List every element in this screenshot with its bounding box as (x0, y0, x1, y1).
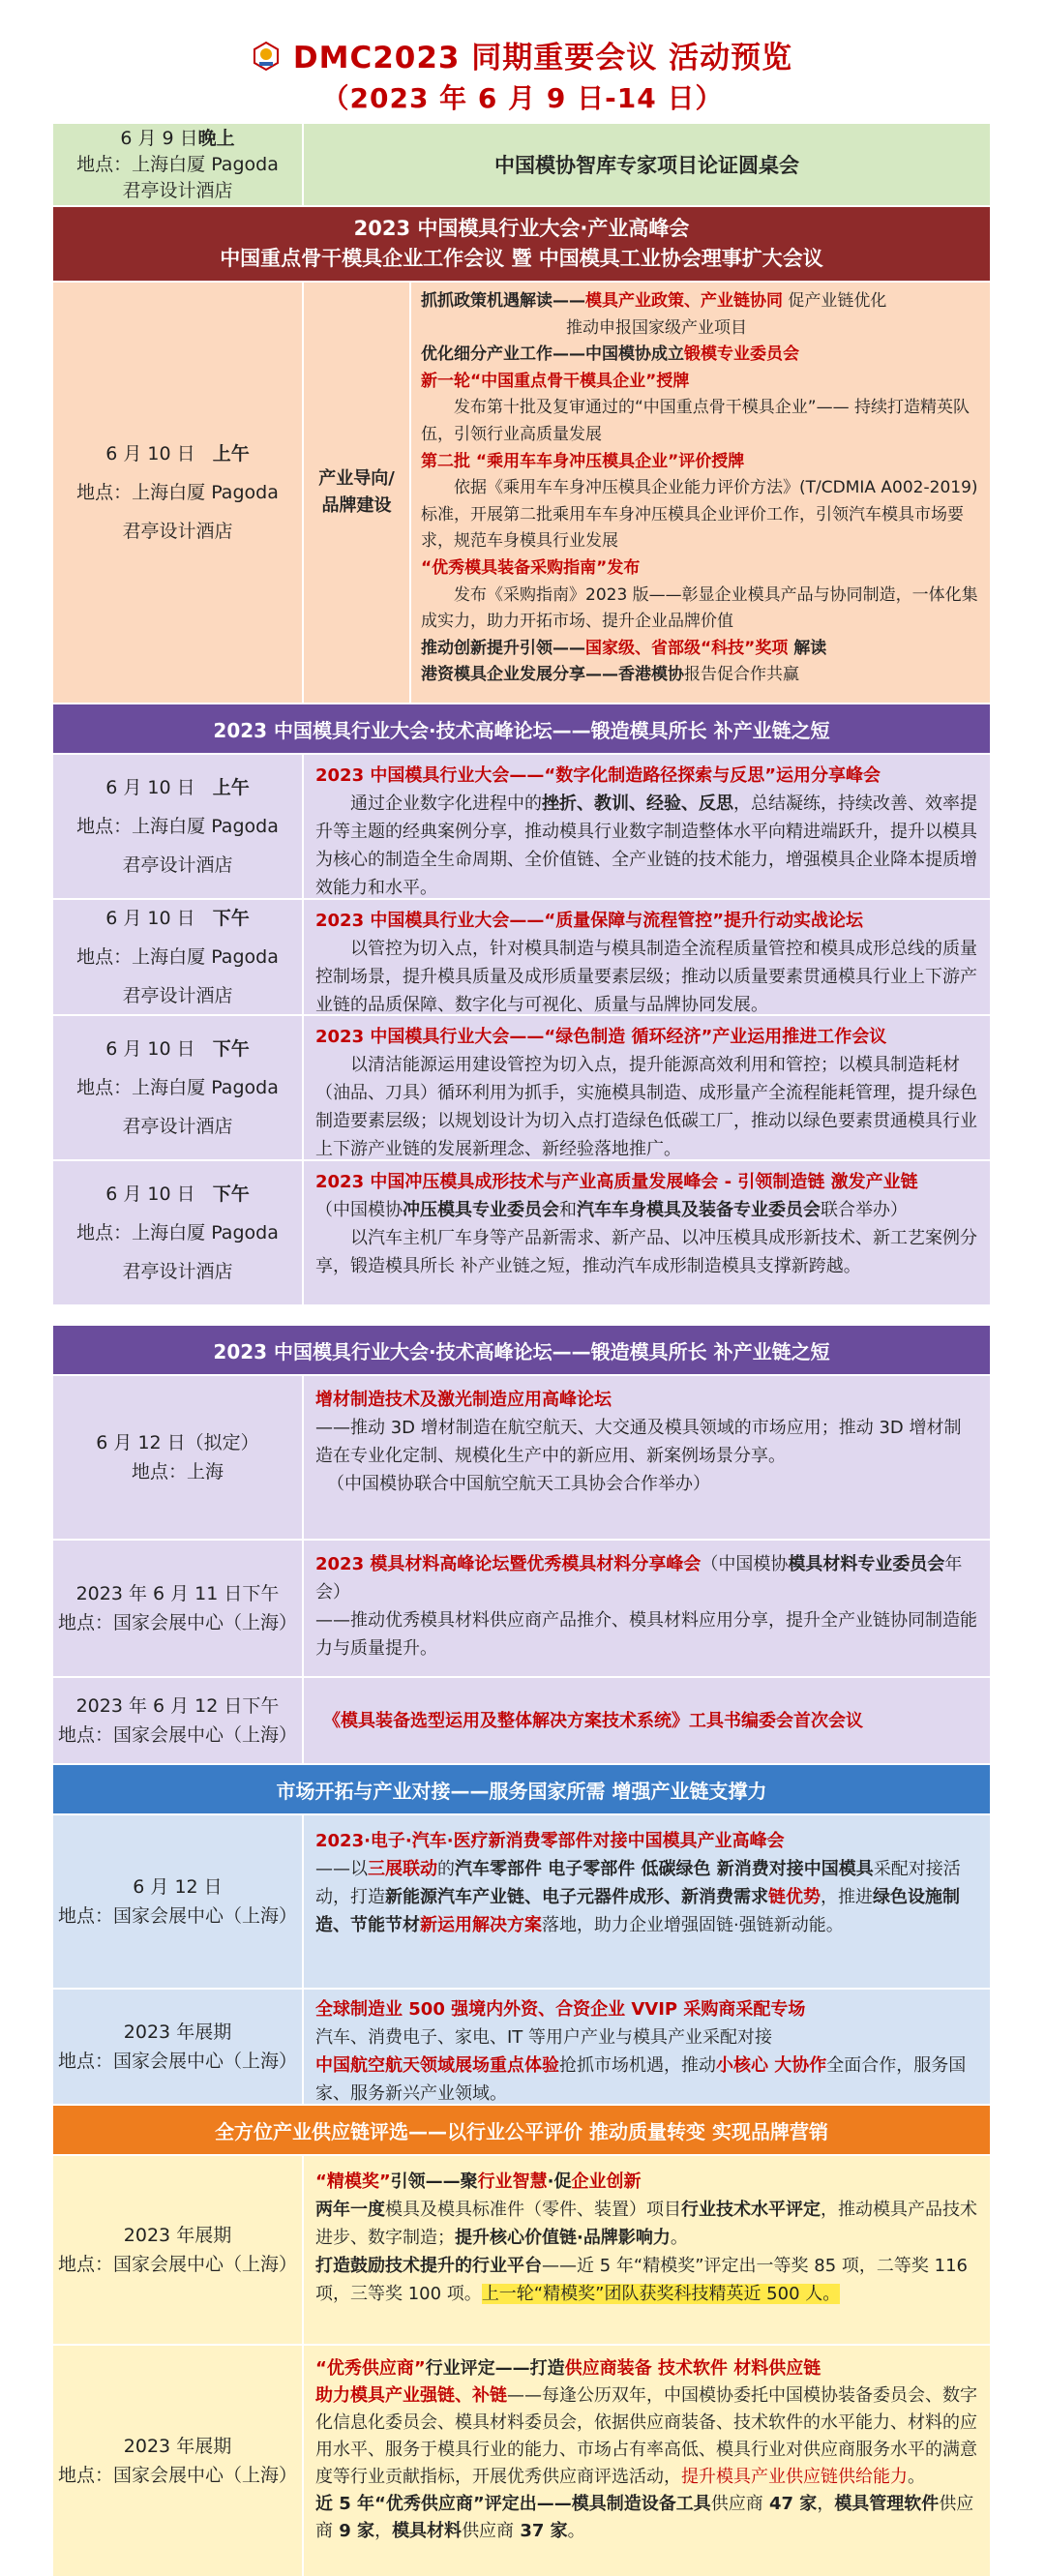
page-title-line (0, 33, 1045, 79)
die-material-title: 2023 模具材料高峰论坛暨优秀模具材料分享峰会（中国模协模具材料专业委员会年会） (315, 1554, 963, 1603)
innovation-award-item: 推动创新提升引领——国家级、省部级“科技”奖项 解读 (421, 638, 827, 658)
section-roundtable (53, 124, 990, 205)
tech-forum-a-row4-date: 6 月 10 日 下午 (105, 1183, 250, 1205)
tech-forum-b-row2-date: 2023 年 6 月 11 日下午 (75, 1583, 280, 1604)
tech-forum-a-row4-date-cell (53, 1161, 302, 1304)
market-row2-location: 地点：国家会展中心（上海） (57, 2051, 297, 2072)
vvip-procurement-title: 全球制造业 500 强境内外资、合资企业 VVIP 采购商采配专场 (315, 1999, 806, 2020)
toolbook-meeting-title: 《模具装备选型运用及整体解决方案技术系统》工具书编委会首次会议 (323, 1710, 863, 1731)
policy-item-detail: 推动申报国家级产业项目 (566, 317, 747, 338)
tech-forum-b-row3-date: 2023 年 6 月 12 日下午 (75, 1695, 280, 1717)
digital-manufacturing-title: 2023 中国模具行业大会——“数字化制造路径探索与反思”运用分享峰会 (315, 765, 881, 786)
jingmo-award-title: “精模奖”引领——聚行业智慧·促企业创新 (315, 2172, 642, 2192)
industry-summit-location-l1: 地点：上海白厦 Pagoda (76, 482, 279, 503)
tech-forum-b-row1-location: 地点：上海 (131, 1461, 224, 1483)
tech-forum-b-row3-content (304, 1678, 990, 1763)
roundtable-location-l1: 地点：上海白厦 Pagoda (76, 153, 279, 175)
supply-row2-content (304, 2346, 990, 2576)
tech-forum-a-row3-date-cell (53, 1016, 302, 1159)
roundtable-location-l2: 君亭设计酒店 (122, 179, 233, 201)
backbone-enterprise-detail: 发布第十批及复审通过的“中国重点骨干模具企业”—— 持续打造精英队伍，引领行业高质量发展 (421, 398, 970, 444)
market-row2-date-cell (53, 1990, 302, 2104)
additive-manufacturing-body: ——推动 3D 增材制造在航空航天、大交通及模具领域的市场应用；推动 3D 增材制造在专业化定制、规模化生产中的新应用、新案例场景分享。 (315, 1418, 962, 1466)
roundtable-date-cell (53, 124, 302, 205)
green-manufacturing-body: 以清洁能源运用建设管控为切入点，提升能源高效利用和管控；以模具制造耗材（油品、刀具）循环利用为抓手，实施模具制造、成形量产全流程能耗管理，提升绿色制造要素层级；以规划设计为切入点打造绿色低碳工厂，推动以绿色要素贯通模具行业上下游产业链的发展新理念、新经验落地推广。 (315, 1055, 977, 1159)
digital-manufacturing-body: 通过企业数字化进程中的挫折、教训、经验、反思，总结凝练，持续改善、效率提升等主题的经典案例分享，推动模具行业数字制造整体水平向精进端跃升，提升以模具为核心的制造全生命周期、全价值链、全产业链的技术能力，增强模具企业降本提质增效能力和水平。 (315, 794, 977, 898)
industry-summit-category-l1: 产业导向/ (318, 468, 395, 489)
excellent-supplier-title: “优秀供应商”行业评定——打造供应商装备 技术软件 材料供应链 (315, 2358, 821, 2379)
procurement-guide-detail: 发布《采购指南》2023 版——彰显企业模具产品与协同制造，一体化集成实力，助力开拓市场、提升企业品牌价值 (421, 584, 978, 632)
tech-forum-a-row4-content (304, 1161, 990, 1304)
market-row1-date: 6 月 12 日 (133, 1876, 223, 1898)
tech-forum-a-row2-content (304, 900, 990, 1014)
tech-forum-b-row2-location: 地点：国家会展中心（上海） (57, 1612, 297, 1633)
quality-control-body: 以管控为切入点，针对模具制造与模具制造全流程质量管控和模具成形总线的质量控制场景，提升模具质量及成形质量要素层级；推动以质量要素贯通模具行业上下游产业链的品质保障、数字化与可视化、质量与品牌协同发展。 (315, 939, 977, 1014)
roundtable-title-cell (304, 124, 990, 205)
section-tech-forum-a (53, 704, 990, 1304)
excellent-supplier-body: 助力模具产业强链、补链——每逢公历双年，中国模协委托中国模协装备委员会、数字化信息化委员会、模具材料委员会，依据供应商装备、技术软件的水平能力、材料的应用水平、服务于模具行业的能力、市场占有率高低、模具行业对供应商服务水平的满意度等行业贡献指标，开展优秀供应商评选活动，提升模具产业供应链供给能力。 (315, 2385, 977, 2487)
tech-forum-a-row2-date-cell (53, 900, 302, 1014)
industry-summit-band-l1: 2023 中国模具行业大会·产业高峰会 (353, 217, 690, 240)
die-material-body: ——推动优秀模具材料供应商产品推介、模具材料应用分享，提升全产业链协同制造能力与质量提升。 (315, 1610, 977, 1659)
market-row1-content (304, 1815, 990, 1988)
tech-forum-a-row2-location-l2: 君亭设计酒店 (122, 985, 233, 1006)
policy-item: 抓抓政策机遇解读——模具产业政策、产业链协同 促产业链优化 (421, 291, 887, 311)
industry-summit-date-cell (53, 283, 302, 703)
backbone-enterprise-item: 新一轮“中国重点骨干模具企业”授牌 (421, 371, 690, 391)
page-subtitle: （2023 年 6 月 9 日-14 日） (321, 82, 724, 114)
tech-forum-a-row1-date-cell (53, 755, 302, 898)
consumer-parts-body: ——以三展联动的汽车零部件 电子零部件 低碳绿色 新消费对接中国模具采配对接活动，打造新能源汽车产业链、电子元器件成形、新消费需求链优势，推进绿色设施制造、节能节材新运用解决方案落地，助力企业增强固链·强链新动能。 (315, 1859, 961, 1935)
vvip-procurement-body-b: 中国航空航天领域展场重点体验抢抓市场机遇，推动小核心 大协作全面合作，服务国家、服务新兴产业领域。 (315, 2055, 967, 2104)
section-market (53, 1765, 990, 2104)
industry-summit-category-cell (304, 283, 409, 703)
market-band: 市场开拓与产业对接——服务国家所需 增强产业链支撑力 (53, 1765, 990, 1813)
stamping-forming-body: 以汽车主机厂车身等产品新需求、新产品、以冲压模具成形新技术、新工艺案例分享，锻造模具所长 补产业链之短，推动汽车成形制造模具支撑新跨越。 (315, 1228, 977, 1276)
hongkong-sharing-item: 港资模具企业发展分享——香港模协报告促合作共赢 (421, 665, 799, 685)
supply-row1-date-cell (53, 2156, 302, 2344)
tech-forum-b-row1-date: 6 月 12 日（拟定） (96, 1432, 259, 1453)
supply-row2-date: 2023 年展期 (123, 2436, 232, 2457)
section-supply-chain (53, 2106, 990, 2576)
procurement-guide-item: “优秀模具装备采购指南”发布 (421, 557, 641, 578)
supply-chain-band: 全方位产业供应链评选——以行业公平评价 推动质量转变 实现品牌营销 (53, 2106, 990, 2154)
tech-forum-a-row1-date: 6 月 10 日 上午 (105, 777, 250, 798)
supply-row2-location: 地点：国家会展中心（上海） (57, 2465, 297, 2486)
tech-forum-b-band: 2023 中国模具行业大会·技术高峰论坛——锻造模具所长 补产业链之短 (53, 1326, 990, 1374)
dmc-logo-icon (253, 41, 280, 79)
tech-forum-a-row1-location-l1: 地点：上海白厦 Pagoda (76, 816, 279, 837)
market-row1-location: 地点：国家会展中心（上海） (57, 1905, 297, 1927)
supply-row1-content (304, 2156, 990, 2344)
section-tech-forum-b (53, 1326, 990, 1763)
market-row2-content (304, 1990, 990, 2104)
tech-forum-a-band: 2023 中国模具行业大会·技术高峰论坛——锻造模具所长 补产业链之短 (53, 704, 990, 753)
supply-row1-date: 2023 年展期 (123, 2225, 232, 2246)
green-manufacturing-title: 2023 中国模具行业大会——“绿色制造 循环经济”产业运用推进工作会议 (315, 1027, 887, 1047)
roundtable-date: 6 月 9 日晚上 (120, 127, 235, 149)
tech-forum-a-row2-location-l1: 地点：上海白厦 Pagoda (76, 946, 279, 968)
stamping-die-item: 第二批 “乘用车车身冲压模具企业”评价授牌 (421, 451, 745, 471)
tech-forum-a-row4-location-l2: 君亭设计酒店 (122, 1261, 233, 1282)
jingmo-award-body: 两年一度模具及模具标准件（零件、装置）项目行业技术水平评定，推动模具产品技术进步、数字制造；提升核心价值链·品牌影响力。 (315, 2200, 977, 2248)
jingmo-award-highlight: 上一轮“精模奖”团队获奖科技精英近 500 人。 (481, 2284, 841, 2304)
supply-row1-location: 地点：国家会展中心（上海） (57, 2254, 297, 2275)
tech-forum-b-row2-date-cell (53, 1541, 302, 1676)
tech-forum-a-row2-date: 6 月 10 日 下午 (105, 908, 250, 929)
tech-forum-b-row2-content (304, 1541, 990, 1676)
vvip-procurement-body-a: 汽车、消费电子、家电、IT 等用户产业与模具产业采配对接 (315, 2027, 773, 2048)
supply-row2-date-cell (53, 2346, 302, 2576)
stamping-die-detail: 依据《乘用车车身冲压模具企业能力评价方法》(T/CDMIA A002-2019)标准，开展第二批乘用车车身冲压模具企业评价工作，引领汽车模具市场要求，规范车身模具行业发展 (421, 478, 978, 552)
industry-summit-band-l2: 中国重点骨干模具企业工作会议 暨 中国模具工业协会理事扩大会议 (220, 247, 823, 270)
tech-forum-a-row3-content (304, 1016, 990, 1159)
stamping-forming-title: 2023 中国冲压模具成形技术与产业高质量发展峰会 - 引领制造链 激发产业链 (315, 1172, 918, 1192)
tech-forum-b-row3-location: 地点：国家会展中心（上海） (57, 1724, 297, 1746)
tech-forum-a-row1-location-l2: 君亭设计酒店 (122, 854, 233, 876)
excellent-supplier-stats: 近 5 年“优秀供应商”评定出——模具制造设备工具供应商 47 家，模具管理软件供应商 9 家，模具材料供应商 37 家。 (315, 2494, 974, 2541)
industry-summit-date: 6 月 10 日 上午 (105, 443, 250, 464)
tech-forum-a-row3-location-l1: 地点：上海白厦 Pagoda (76, 1077, 279, 1098)
additive-manufacturing-title: 增材制造技术及激光制造应用高峰论坛 (315, 1390, 612, 1410)
tech-forum-a-row3-location-l2: 君亭设计酒店 (122, 1116, 233, 1137)
roundtable-title: 中国模协智库专家项目论证圆桌会 (494, 154, 799, 177)
industry-summit-location-l2: 君亭设计酒店 (122, 521, 233, 542)
header (0, 0, 1045, 121)
tech-forum-b-row3-date-cell (53, 1678, 302, 1763)
jingmo-award-stats: 打造鼓励技术提升的行业平台——近 5 年“精模奖”评定出一等奖 85 项，二等奖 116 项，三等奖 100 项。上一轮“精模奖”团队获奖科技精英近 500 人。 (315, 2256, 968, 2304)
market-row1-date-cell (53, 1815, 302, 1988)
page-title: DMC2023 同期重要会议 活动预览 (292, 41, 793, 75)
industry-summit-content (411, 283, 990, 703)
tech-forum-a-row4-location-l1: 地点：上海白厦 Pagoda (76, 1222, 279, 1243)
industry-summit-band (53, 207, 990, 281)
section-industry-summit (53, 207, 990, 703)
market-row2-date: 2023 年展期 (123, 2022, 232, 2043)
tech-forum-b-row1-content (304, 1376, 990, 1539)
forging-committee-item: 优化细分产业工作——中国模协成立锻模专业委员会 (421, 344, 799, 365)
additive-manufacturing-note: （中国模协联合中国航空航天工具协会合作举办） (327, 1474, 710, 1494)
tech-forum-a-row3-date: 6 月 10 日 下午 (105, 1038, 250, 1060)
consumer-parts-title: 2023·电子·汽车·医疗新消费零部件对接中国模具产业高峰会 (315, 1831, 785, 1851)
tech-forum-b-row1-date-cell (53, 1376, 302, 1539)
tech-forum-a-row1-content (304, 755, 990, 898)
quality-control-title: 2023 中国模具行业大会——“质量保障与流程管控”提升行动实战论坛 (315, 911, 864, 931)
industry-summit-category-l2: 品牌建设 (321, 495, 392, 516)
stamping-forming-organizers: （中国模协冲压模具专业委员会和汽车车身模具及装备专业委员会联合举办） (315, 1200, 908, 1220)
